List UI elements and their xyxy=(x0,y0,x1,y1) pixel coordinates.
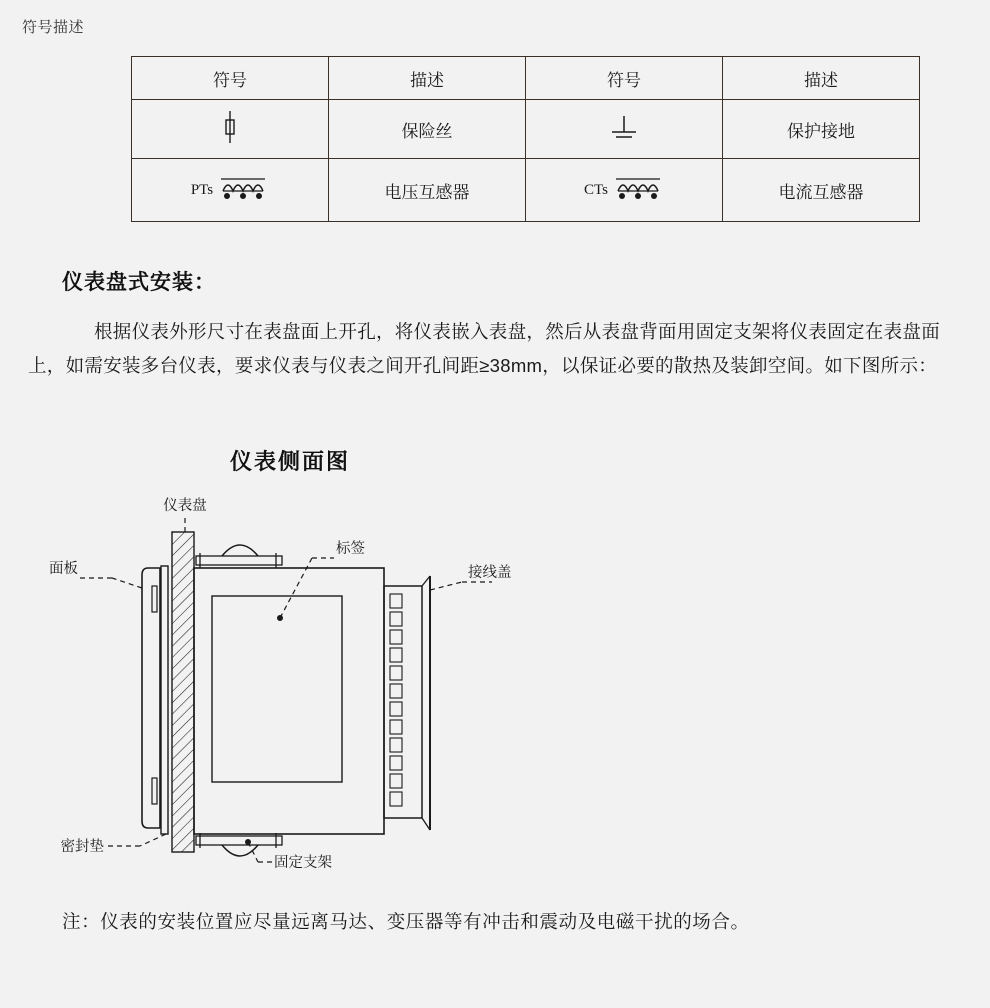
label-fixing-bracket: 固定支架 xyxy=(274,855,332,871)
figure-title: 仪表侧面图 xyxy=(229,449,350,474)
cell-description-protective-earth: 保护接地 xyxy=(723,100,920,159)
column-header-description-2: 描述 xyxy=(723,57,920,100)
page-caption: 符号描述 xyxy=(22,19,85,36)
section-heading: 仪表盘式安装： xyxy=(62,271,216,294)
cell-description-pts: 电压互感器 xyxy=(329,159,526,222)
label-label-tag: 标签 xyxy=(336,541,365,557)
table-header-row xyxy=(132,57,920,100)
meter-side-view-diagram xyxy=(0,490,990,880)
fuse-icon xyxy=(210,107,250,152)
table-row xyxy=(132,100,920,159)
label-front-panel: 面板 xyxy=(49,561,78,577)
label-gasket: 密封垫 xyxy=(60,839,104,855)
label-terminal-cover: 接线盖 xyxy=(468,565,512,581)
column-header-symbol-1: 符号 xyxy=(132,57,329,100)
section-paragraph: 根据仪表外形尺寸在表盘面上开孔，将仪表嵌入表盘，然后从表盘背面用固定支架将仪表固定在表盘面上，如需安装多台仪表，要求仪表与仪表之间开孔间距≥38mm，以保证必要的散热及装卸空间。如下图所示： xyxy=(28,321,941,376)
pts-label: PTs xyxy=(190,181,214,198)
transformer-icon xyxy=(217,171,269,210)
column-header-description-1: 描述 xyxy=(329,57,526,100)
cell-symbol-cts xyxy=(526,159,723,222)
transformer-icon xyxy=(612,171,664,210)
cell-symbol-pts xyxy=(132,159,329,222)
protective-earth-icon xyxy=(602,110,646,149)
installation-note: 注：仪表的安装位置应尽量远离马达、变压器等有冲击和震动及电磁干扰的场合。 xyxy=(62,911,750,932)
cts-label: CTs xyxy=(584,181,608,198)
label-panel-board: 仪表盘 xyxy=(163,498,207,514)
symbol-description-table xyxy=(131,56,920,222)
cell-symbol-protective-earth xyxy=(526,100,723,159)
column-header-symbol-2: 符号 xyxy=(526,57,723,100)
cell-description-fuse: 保险丝 xyxy=(329,100,526,159)
cell-description-cts: 电流互感器 xyxy=(723,159,920,222)
table-row xyxy=(132,159,920,222)
cell-symbol-fuse xyxy=(132,100,329,159)
